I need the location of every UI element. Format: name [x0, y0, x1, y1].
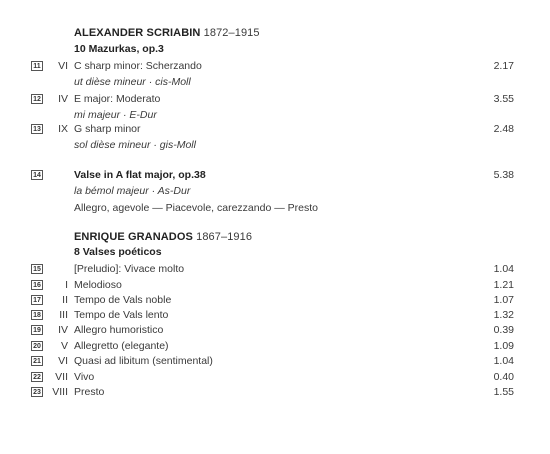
track-title: Presto — [74, 386, 105, 398]
track-number: 19 — [31, 325, 43, 335]
composer-name: ALEXANDER SCRIABIN — [74, 27, 201, 39]
track-title: Allegro humoristico — [74, 324, 164, 336]
track-number: 22 — [31, 372, 43, 382]
track-tempo: Allegro, agevole — Piacevole, carezzando — Presto — [74, 202, 318, 214]
track-roman: I — [65, 279, 68, 291]
track-duration: 2.48 — [493, 123, 514, 135]
track-number: 20 — [31, 341, 43, 351]
track-duration: 1.55 — [493, 386, 514, 398]
track-duration: 1.04 — [493, 263, 514, 275]
track-key: ut dièse mineur · cis-Moll — [74, 76, 191, 88]
track-roman: III — [59, 309, 68, 321]
track-number: 13 — [31, 124, 43, 134]
track-title: Allegretto (elegante) — [74, 340, 169, 352]
track-number: 21 — [31, 356, 43, 366]
composer-heading-scriabin — [74, 27, 260, 39]
track-key: mi majeur · E-Dur — [74, 109, 157, 121]
track-duration: 2.17 — [493, 60, 514, 72]
track-title: Quasi ad libitum (sentimental) — [74, 355, 213, 367]
track-roman: IX — [58, 123, 68, 135]
track-roman: VIII — [52, 386, 68, 398]
track-duration: 1.07 — [493, 294, 514, 306]
track-number: 23 — [31, 387, 43, 397]
work-title: 10 Mazurkas, op.3 — [74, 43, 164, 55]
track-number: 12 — [31, 94, 43, 104]
track-duration: 0.40 — [493, 371, 514, 383]
track-title: Tempo de Vals noble — [74, 294, 172, 306]
track-number: 14 — [31, 170, 43, 180]
track-duration: 3.55 — [493, 93, 514, 105]
track-key: la bémol majeur · As-Dur — [74, 185, 191, 197]
track-number: 16 — [31, 280, 43, 290]
track-number: 11 — [31, 61, 43, 71]
track-title: Melodioso — [74, 279, 122, 291]
track-number: 18 — [31, 310, 43, 320]
track-title: [Preludio]: Vivace molto — [74, 263, 185, 275]
track-roman: IV — [58, 324, 68, 336]
work-title: 8 Valses poéticos — [74, 246, 162, 258]
track-title: G sharp minor — [74, 123, 141, 135]
track-number: 15 — [31, 264, 43, 274]
composer-years: 1867–1916 — [196, 231, 253, 243]
track-key: sol dièse mineur · gis-Moll — [74, 139, 196, 151]
track-title: Vivo — [74, 371, 95, 383]
track-title: Tempo de Vals lento — [74, 309, 169, 321]
track-roman: VI — [58, 355, 68, 367]
track-roman: VI — [58, 60, 68, 72]
track-duration: 0.39 — [493, 324, 514, 336]
track-duration: 1.09 — [493, 340, 514, 352]
composer-name: ENRIQUE GRANADOS — [74, 231, 193, 243]
track-roman: II — [62, 294, 68, 306]
track-roman: VII — [55, 371, 68, 383]
track-title: C sharp minor: Scherzando — [74, 60, 202, 72]
composer-years: 1872–1915 — [203, 27, 260, 39]
track-roman: V — [60, 340, 68, 352]
work-title: Valse in A flat major, op.38 — [74, 169, 206, 181]
composer-heading-granados — [74, 231, 252, 243]
track-duration: 1.04 — [493, 355, 514, 367]
track-duration: 1.32 — [493, 309, 514, 321]
track-number: 17 — [31, 295, 43, 305]
track-duration: 1.21 — [493, 279, 514, 291]
track-title: E major: Moderato — [74, 93, 161, 105]
track-duration: 5.38 — [493, 169, 514, 181]
track-roman: IV — [58, 93, 68, 105]
